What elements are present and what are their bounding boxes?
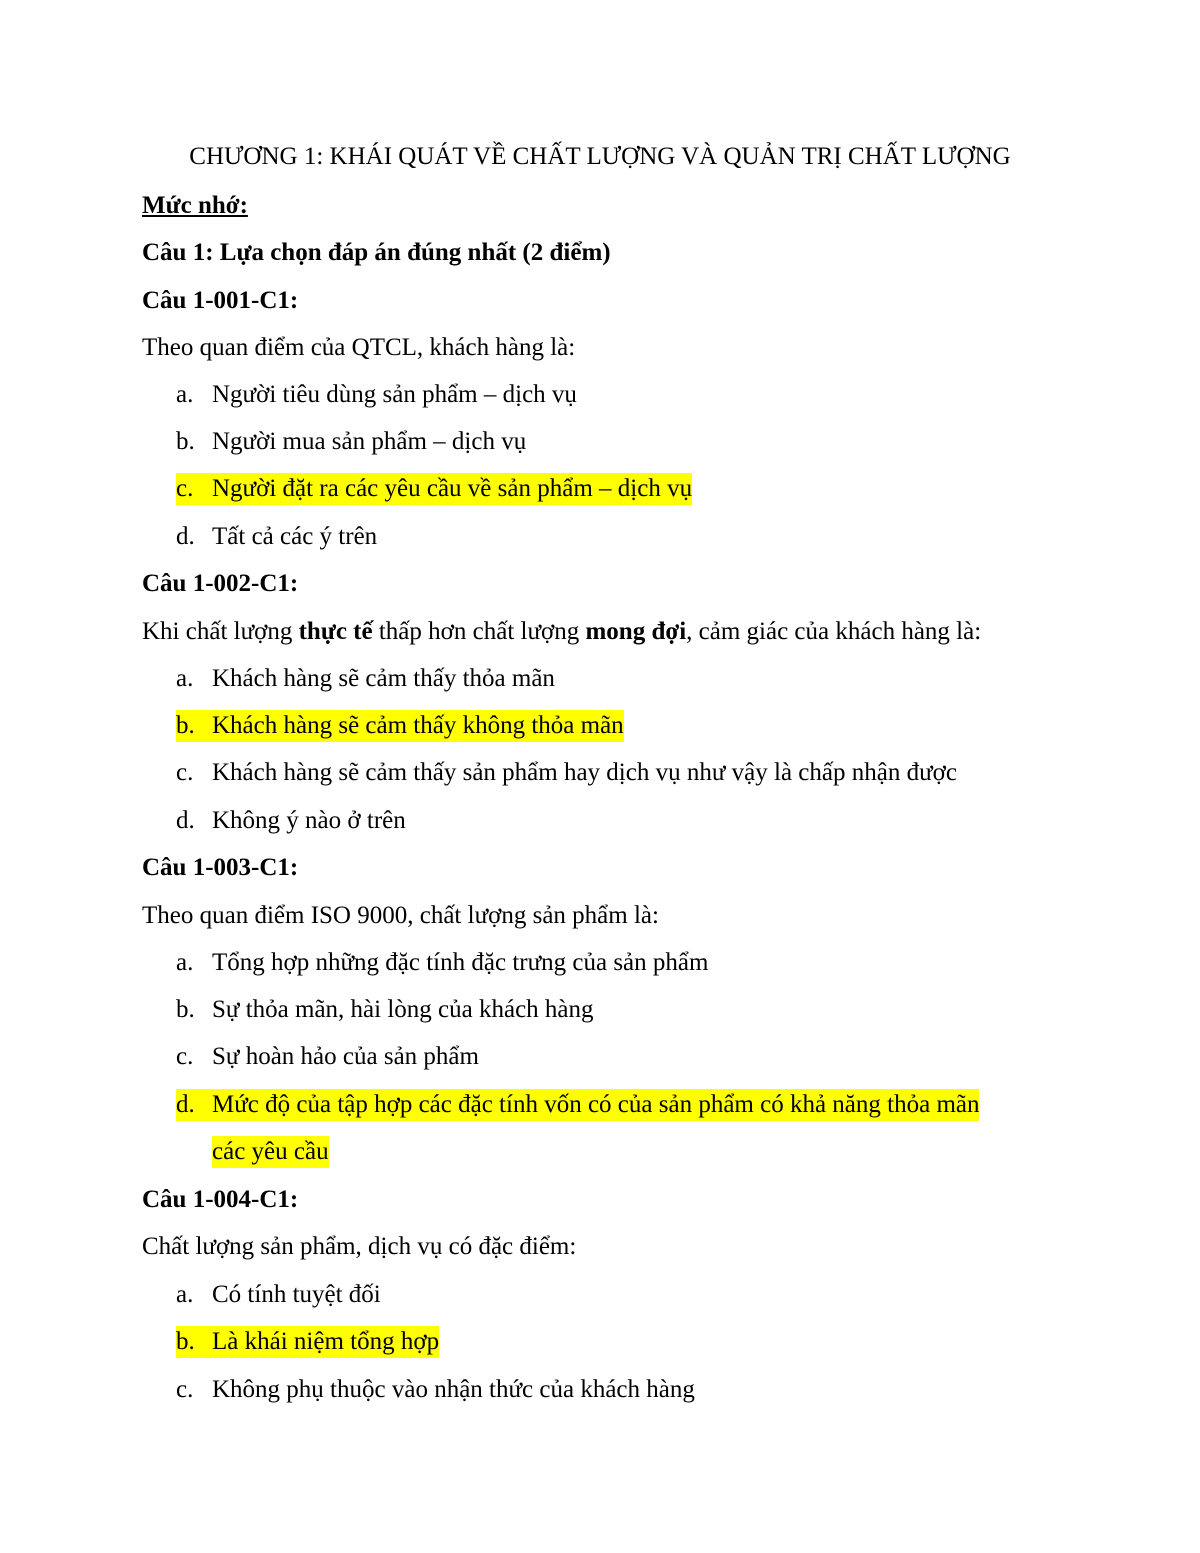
option-text: Sự thỏa mãn, hài lòng của khách hàng (212, 996, 594, 1023)
option-text: Không ý nào ở trên (212, 807, 406, 834)
prompt-text: , cảm giác của khách hàng là: (686, 618, 982, 645)
option-letter: b. (176, 996, 195, 1023)
answer-option-highlighted (176, 1326, 439, 1358)
question-id: Câu 1-004-C1: (142, 1186, 299, 1213)
answer-option (176, 994, 594, 1026)
answer-option-highlighted (176, 473, 692, 505)
option-letter: d. (176, 1091, 195, 1118)
answer-option (176, 805, 406, 837)
option-text: Người mua sản phẩm – dịch vụ (212, 428, 527, 455)
option-text: Người tiêu dùng sản phẩm – dịch vụ (212, 381, 577, 408)
option-text: Khách hàng sẽ cảm thấy thỏa mãn (212, 665, 555, 692)
answer-option (176, 1374, 695, 1406)
question-id: Câu 1-003-C1: (142, 854, 299, 881)
answer-option (176, 757, 957, 789)
option-text: Tất cả các ý trên (212, 523, 378, 550)
answer-option (176, 379, 577, 411)
question-id: Câu 1-002-C1: (142, 570, 299, 597)
option-letter: c. (176, 1376, 194, 1403)
option-letter: d. (176, 523, 195, 550)
answer-option (176, 1041, 479, 1073)
question-prompt (142, 616, 981, 648)
option-text: Khách hàng sẽ cảm thấy sản phẩm hay dịch vụ như vậy là chấp nhận được (212, 759, 957, 786)
prompt-text: Khi chất lượng (142, 618, 299, 645)
prompt-emphasis: thực tế (298, 618, 373, 645)
option-letter: a. (176, 949, 194, 976)
option-text: Khách hàng sẽ cảm thấy không thỏa mãn (212, 712, 624, 739)
answer-option (176, 1279, 381, 1311)
section-heading: Câu 1: Lựa chọn đáp án đúng nhất (2 điểm) (142, 239, 611, 266)
answer-option-highlighted (176, 710, 624, 742)
option-letter: c. (176, 475, 194, 502)
level-heading: Mức nhớ: (142, 192, 248, 219)
prompt-text: thấp hơn chất lượng (372, 618, 586, 645)
answer-option (176, 663, 555, 695)
option-letter: b. (176, 428, 195, 455)
prompt-emphasis: mong đợi (585, 618, 687, 645)
answer-option (176, 521, 377, 553)
option-text: Mức độ của tập hợp các đặc tính vốn có của sản phẩm có khả năng thỏa mãn (212, 1091, 980, 1118)
option-text: Không phụ thuộc vào nhận thức của khách hàng (212, 1376, 695, 1403)
option-text: Tổng hợp những đặc tính đặc trưng của sản phẩm (212, 949, 709, 976)
option-text: Người đặt ra các yêu cầu về sản phẩm – dịch vụ (212, 475, 693, 502)
option-text-continuation: các yêu cầu (212, 1136, 329, 1168)
question-prompt: Theo quan điểm ISO 9000, chất lượng sản phẩm là: (142, 902, 659, 929)
answer-option (176, 426, 526, 458)
option-text: Sự hoàn hảo của sản phẩm (212, 1043, 479, 1070)
answer-option-highlighted (176, 1089, 979, 1121)
option-letter: d. (176, 807, 195, 834)
option-text: Là khái niệm tổng hợp (212, 1328, 440, 1355)
option-letter: c. (176, 759, 194, 786)
option-letter: a. (176, 1281, 194, 1308)
option-letter: b. (176, 1328, 195, 1355)
answer-option (176, 947, 708, 979)
option-letter: c. (176, 1043, 194, 1070)
option-letter: b. (176, 712, 195, 739)
chapter-title: CHƯƠNG 1: KHÁI QUÁT VỀ CHẤT LƯỢNG VÀ QUẢN TRỊ CHẤT LƯỢNG (189, 143, 1011, 170)
question-id: Câu 1-001-C1: (142, 287, 299, 314)
option-letter: a. (176, 665, 194, 692)
question-prompt: Theo quan điểm của QTCL, khách hàng là: (142, 334, 576, 361)
option-text: Có tính tuyệt đối (212, 1281, 381, 1308)
question-prompt: Chất lượng sản phẩm, dịch vụ có đặc điểm: (142, 1233, 577, 1260)
option-letter: a. (176, 381, 194, 408)
